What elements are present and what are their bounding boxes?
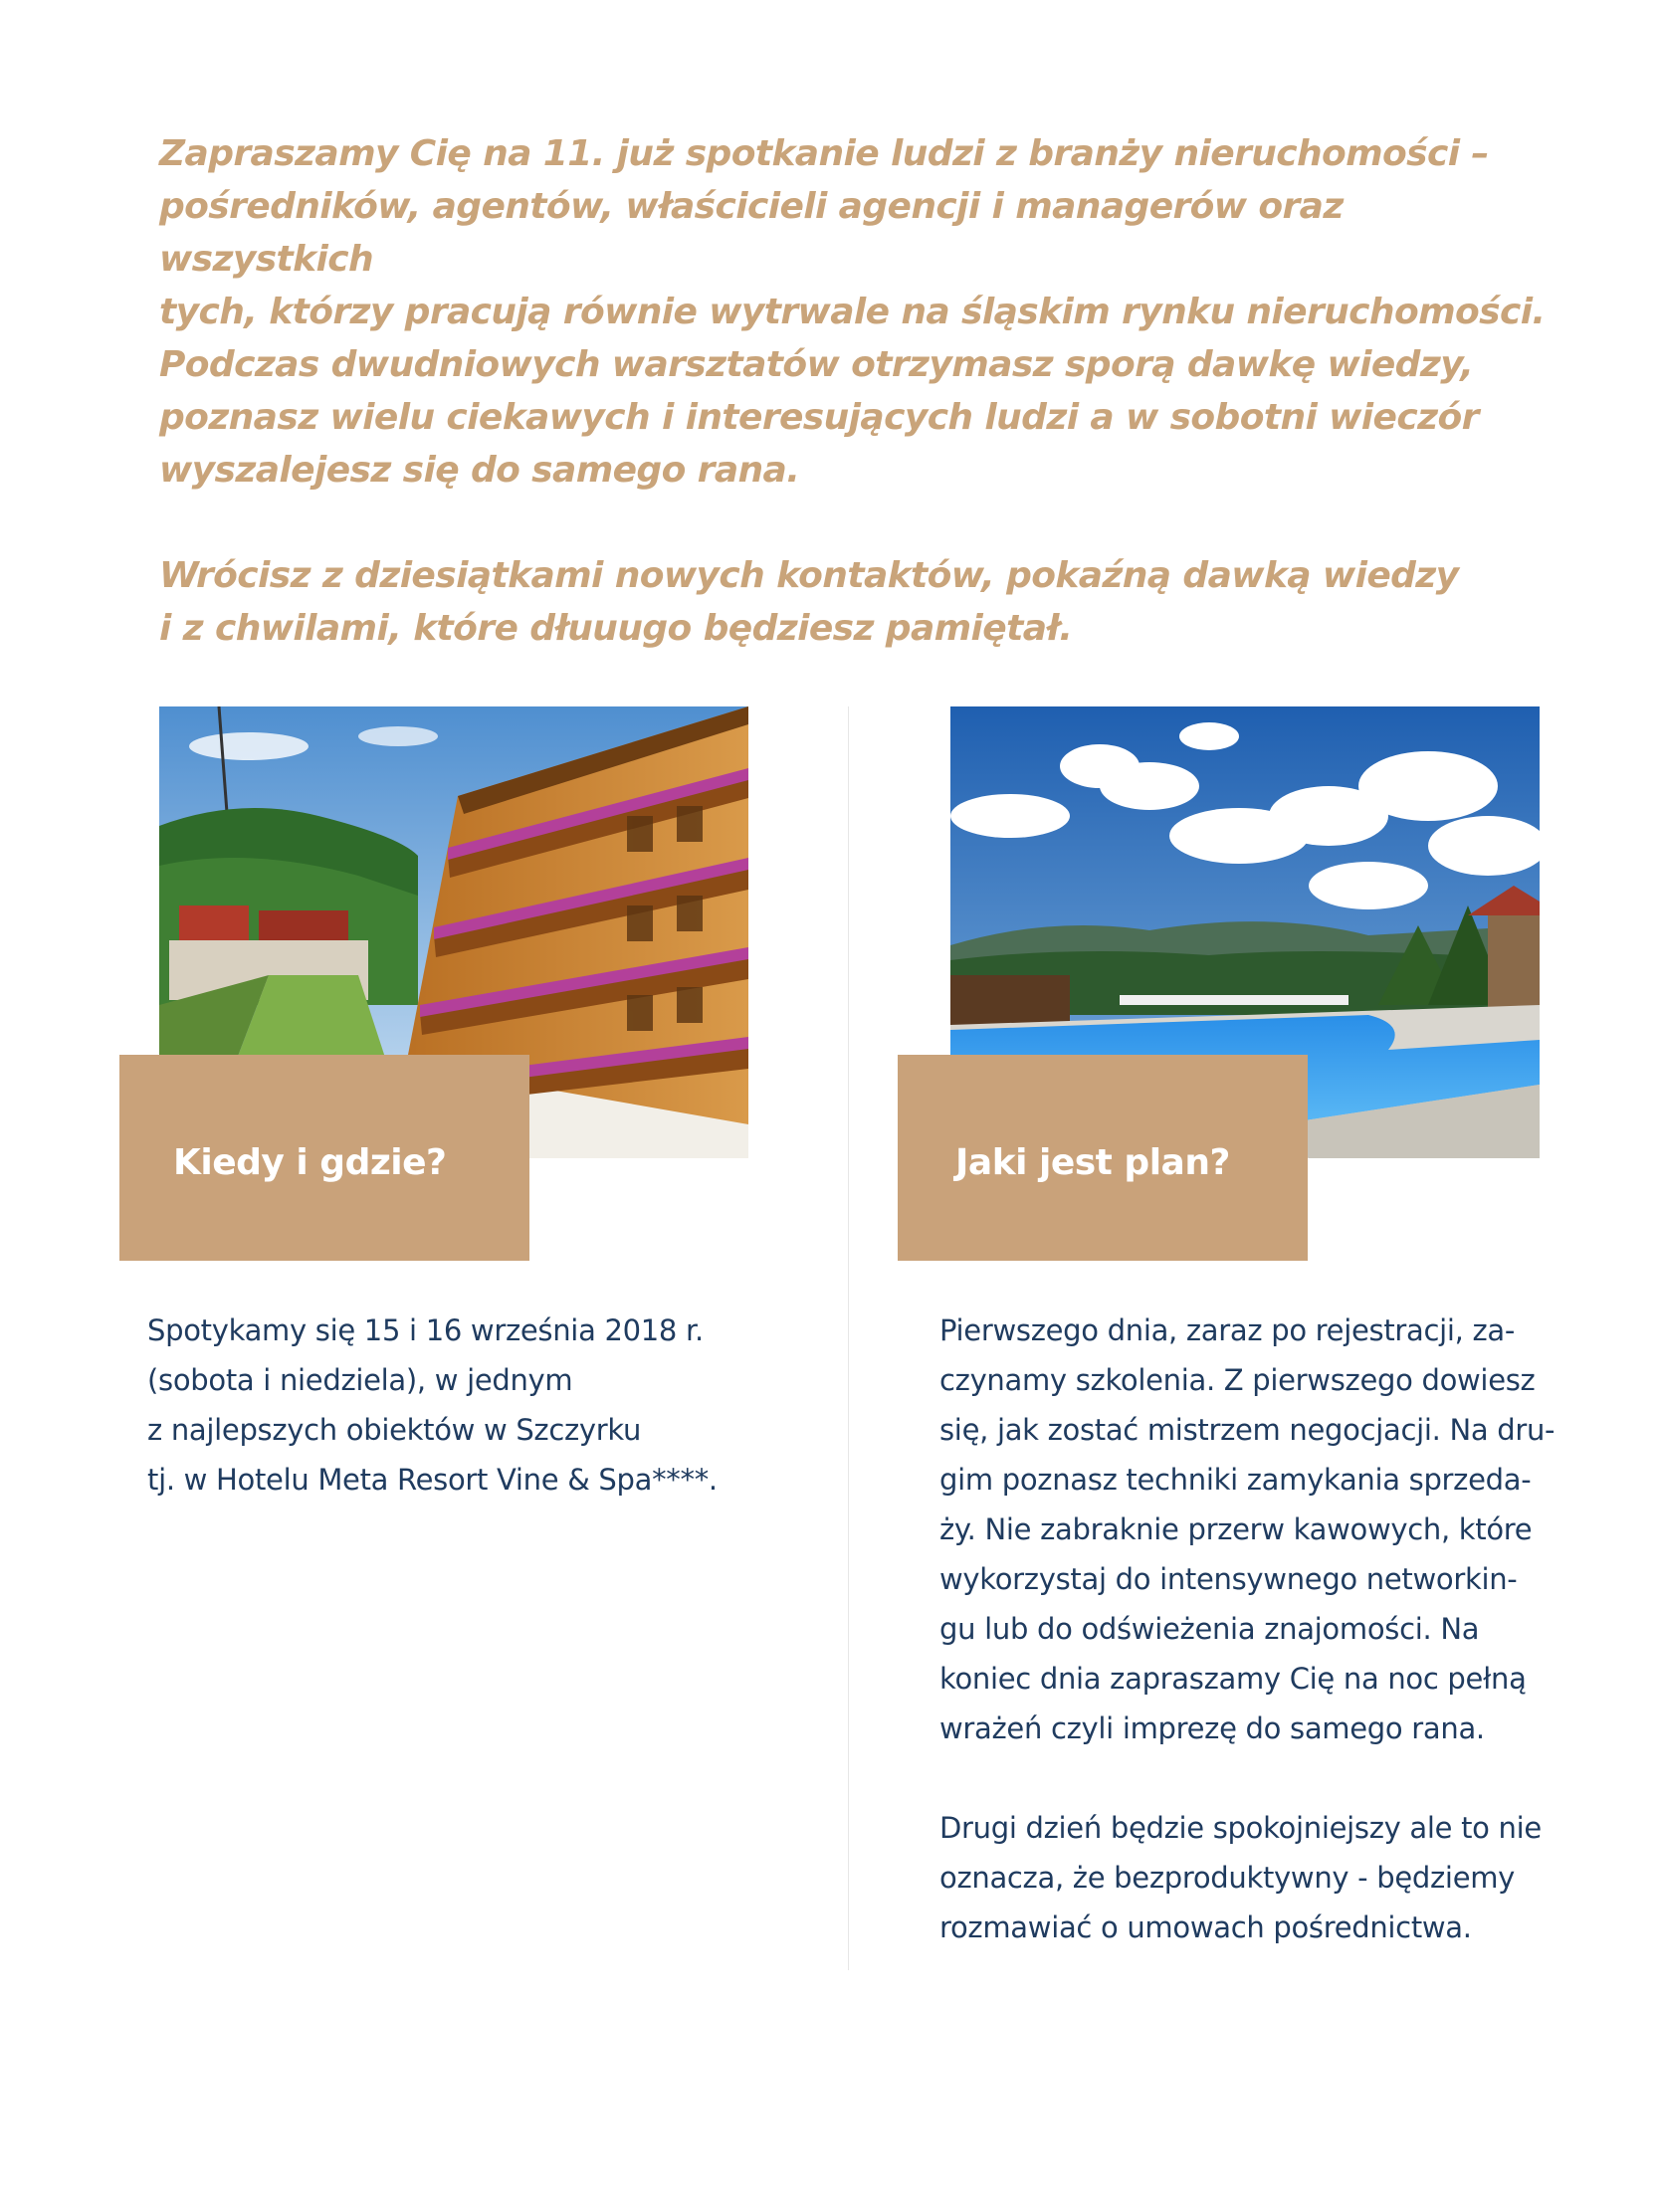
plan-heading: Jaki jest plan? — [955, 1142, 1230, 1183]
column-divider — [848, 706, 849, 1970]
plan-label — [898, 1055, 1308, 1261]
intro-paragraph-2: Wrócisz z dziesiątkami nowych kontaktów, pokaźną dawką wiedzy i z chwilami, które dłuuugo będziesz pamiętał. — [159, 555, 1459, 649]
when-where-text: Spotykamy się 15 i 16 września 2018 r. (sobota i niedziela), w jednym z najlepszych obiektów w Szczyrku tj. w Hotelu Meta Resort Vine & Spa****. — [147, 1313, 718, 1497]
plan-text-block — [939, 1306, 1576, 1952]
when-where-label — [119, 1055, 529, 1261]
plan-paragraph-1: Pierwszego dnia, zaraz po rejestracji, za- czynamy szkolenia. Z pierwszego dowiesz się, jak zostać mistrzem negocjacji. Na dru- gim poznasz techniki zamykania sprzeda- ży. Nie zabraknie przerw kawowych, które wykorzystaj do intensywnego networkin- gu lub do odświeżenia znajomości. Na koniec dnia zapraszamy Cię na noc pełną wrażeń czyli imprezę do samego rana. — [939, 1313, 1555, 1745]
intro-text-block — [159, 127, 1553, 655]
intro-paragraph-1: Zapraszamy Cię na 11. już spotkanie ludzi z branży nieruchomości – pośredników, agentów, właścicieli agencji i managerów oraz wszystkich tych, którzy pracują równie wytrwale na śląskim rynku nieruchomości. Podczas dwudniowych warsztatów otrzymasz sporą dawkę wiedzy, poznasz wielu ciekawych i interesujących ludzi a w sobotni wieczór wyszalejesz się do samego rana. — [159, 133, 1546, 491]
plan-paragraph-2: Drugi dzień będzie spokojniejszy ale to nie oznacza, że bezproduktywny - będziemy rozmawiać o umowach pośrednictwa. — [939, 1811, 1542, 1944]
when-where-heading: Kiedy i gdzie? — [173, 1142, 447, 1183]
when-where-text-block — [147, 1306, 784, 1505]
